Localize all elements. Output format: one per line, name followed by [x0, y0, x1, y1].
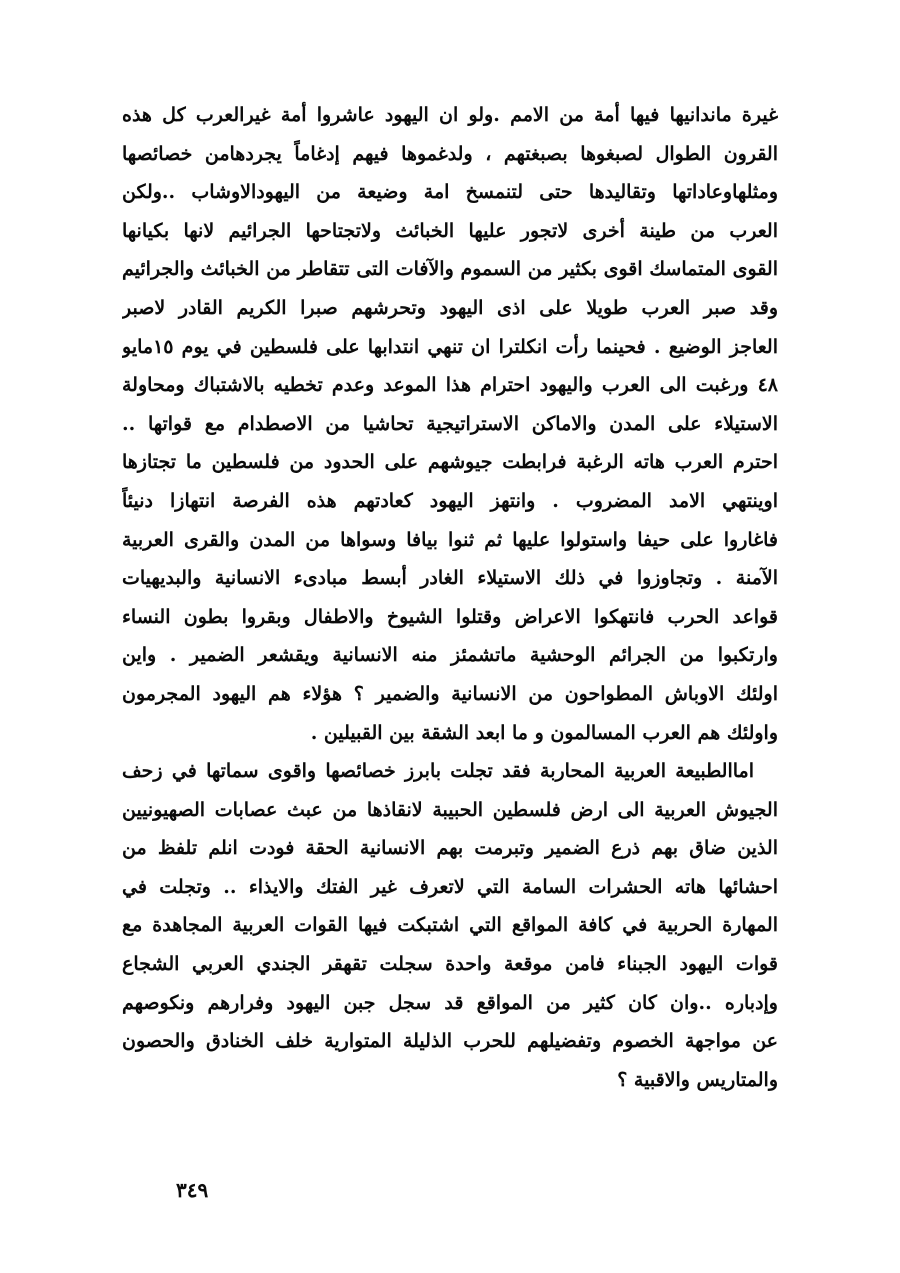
- text-line: وإدباره ..وان كان كثير من المواقع قد سجل جبن اليهود وفرارهم ونكوصهم: [122, 991, 778, 1014]
- paragraph-1: [122, 96, 778, 752]
- text-line: القرون الطوال لصبغوها بصبغتهم ، ولدغموها فيهم إدغاماً يجردهامن خصائصها: [122, 142, 778, 165]
- text-line: وقد صبر العرب طويلا على اذى اليهود وتحرشهم صبرا الكريم القادر لاصبر: [122, 296, 778, 319]
- text-line: احشائها هاته الحشرات السامة التي لاتعرف غير الفتك والايذاء .. وتجلت في: [122, 875, 778, 898]
- text-line: واولئك هم العرب المسالمون و ما ابعد الشقة بين القبيلين .: [310, 721, 778, 744]
- text-line: قوات اليهود الجبناء فامن موقعة واحدة سجلت تقهقر الجندي العربي الشجاع: [122, 953, 778, 976]
- text-line: اماالطبيعة العربية المحاربة فقد تجلت بابرز خصائصها واقوى سماتها في زحف: [122, 760, 754, 783]
- text-line: غيرة ماندانيها فيها أمة من الامم .ولو ان اليهود عاشروا أمة غيرالعرب كل هذه: [122, 104, 778, 126]
- text-line: الاستيلاء على المدن والاماكن الاستراتيجية تحاشيا من الاصطدام مع قواتها ..: [122, 412, 778, 435]
- text-line: فاغاروا على حيفا واستولوا عليها ثم ثنوا بيافا وسواها من المدن والقرى العربية: [122, 528, 778, 551]
- page-number: ٣٤٩: [176, 1178, 209, 1202]
- text-line: الجيوش العربية الى ارض فلسطين الحبيبة لانقاذها من عبث عصابات الصهيونيين: [122, 798, 778, 821]
- text-line: اوينتهي الامد المضروب . وانتهز اليهود كعادتهم هذه الفرصة انتهازا دنيئاً: [122, 489, 778, 512]
- text-line: عن مواجهة الخصوم وتفضيلهم للحرب الذليلة المتوارية خلف الخنادق والحصون: [122, 1030, 778, 1053]
- text-line: قواعد الحرب فانتهكوا الاعراض وقتلوا الشيوخ والاطفال وبقروا بطون النساء: [122, 605, 778, 628]
- text-line: ٤٨ ورغبت الى العرب واليهود احترام هذا الموعد وعدم تخطيه بالاشتباك ومحاولة: [122, 374, 778, 397]
- text-line: الذين ضاق بهم ذرع الضمير وتبرمت بهم الانسانية الحقة فودت انلم تلفظ من: [122, 837, 778, 860]
- text-line: والمتاريس والاقبية ؟: [617, 1068, 778, 1091]
- text-line: العرب من طينة أخرى لاتجور عليها الخبائث ولاتجتاحها الجرائيم لانها بكيانها: [122, 219, 778, 242]
- text-line: وارتكبوا من الجرائم الوحشية ماتشمئز منه الانسانية ويقشعر الضمير . واين: [122, 644, 778, 667]
- text-line: القوى المتماسك اقوى بكثير من السموم والآفات التى تتقاطر من الخبائث والجرائيم: [122, 258, 778, 281]
- text-line: اولئك الاوباش المطواحون من الانسانية والضمير ؟ هؤلاء هم اليهود المجرمون: [122, 682, 778, 705]
- text-line: احترم العرب هاته الرغبة فرابطت جيوشهم على الحدود من فلسطين ما تجتازها: [122, 451, 778, 474]
- paragraph-2: [122, 752, 778, 1099]
- body-text: [122, 96, 778, 1099]
- text-line: العاجز الوضيع . فحينما رأت انكلترا ان تنهي انتدابها على فلسطين في يوم ١٥مايو: [122, 335, 778, 358]
- text-line: ومثلهاوعاداتها وتقاليدها حتى لتنمسخ امة وضيعة من اليهودالاوشاب ..ولكن: [122, 181, 778, 204]
- text-line: الآمنة . وتجاوزوا في ذلك الاستيلاء الغادر أبسط مبادىء الانسانية والبديهيات: [122, 567, 778, 590]
- text-line: المهارة الحربية في كافة المواقع التي اشتبكت فيها القوات العربية المجاهدة مع: [122, 914, 778, 937]
